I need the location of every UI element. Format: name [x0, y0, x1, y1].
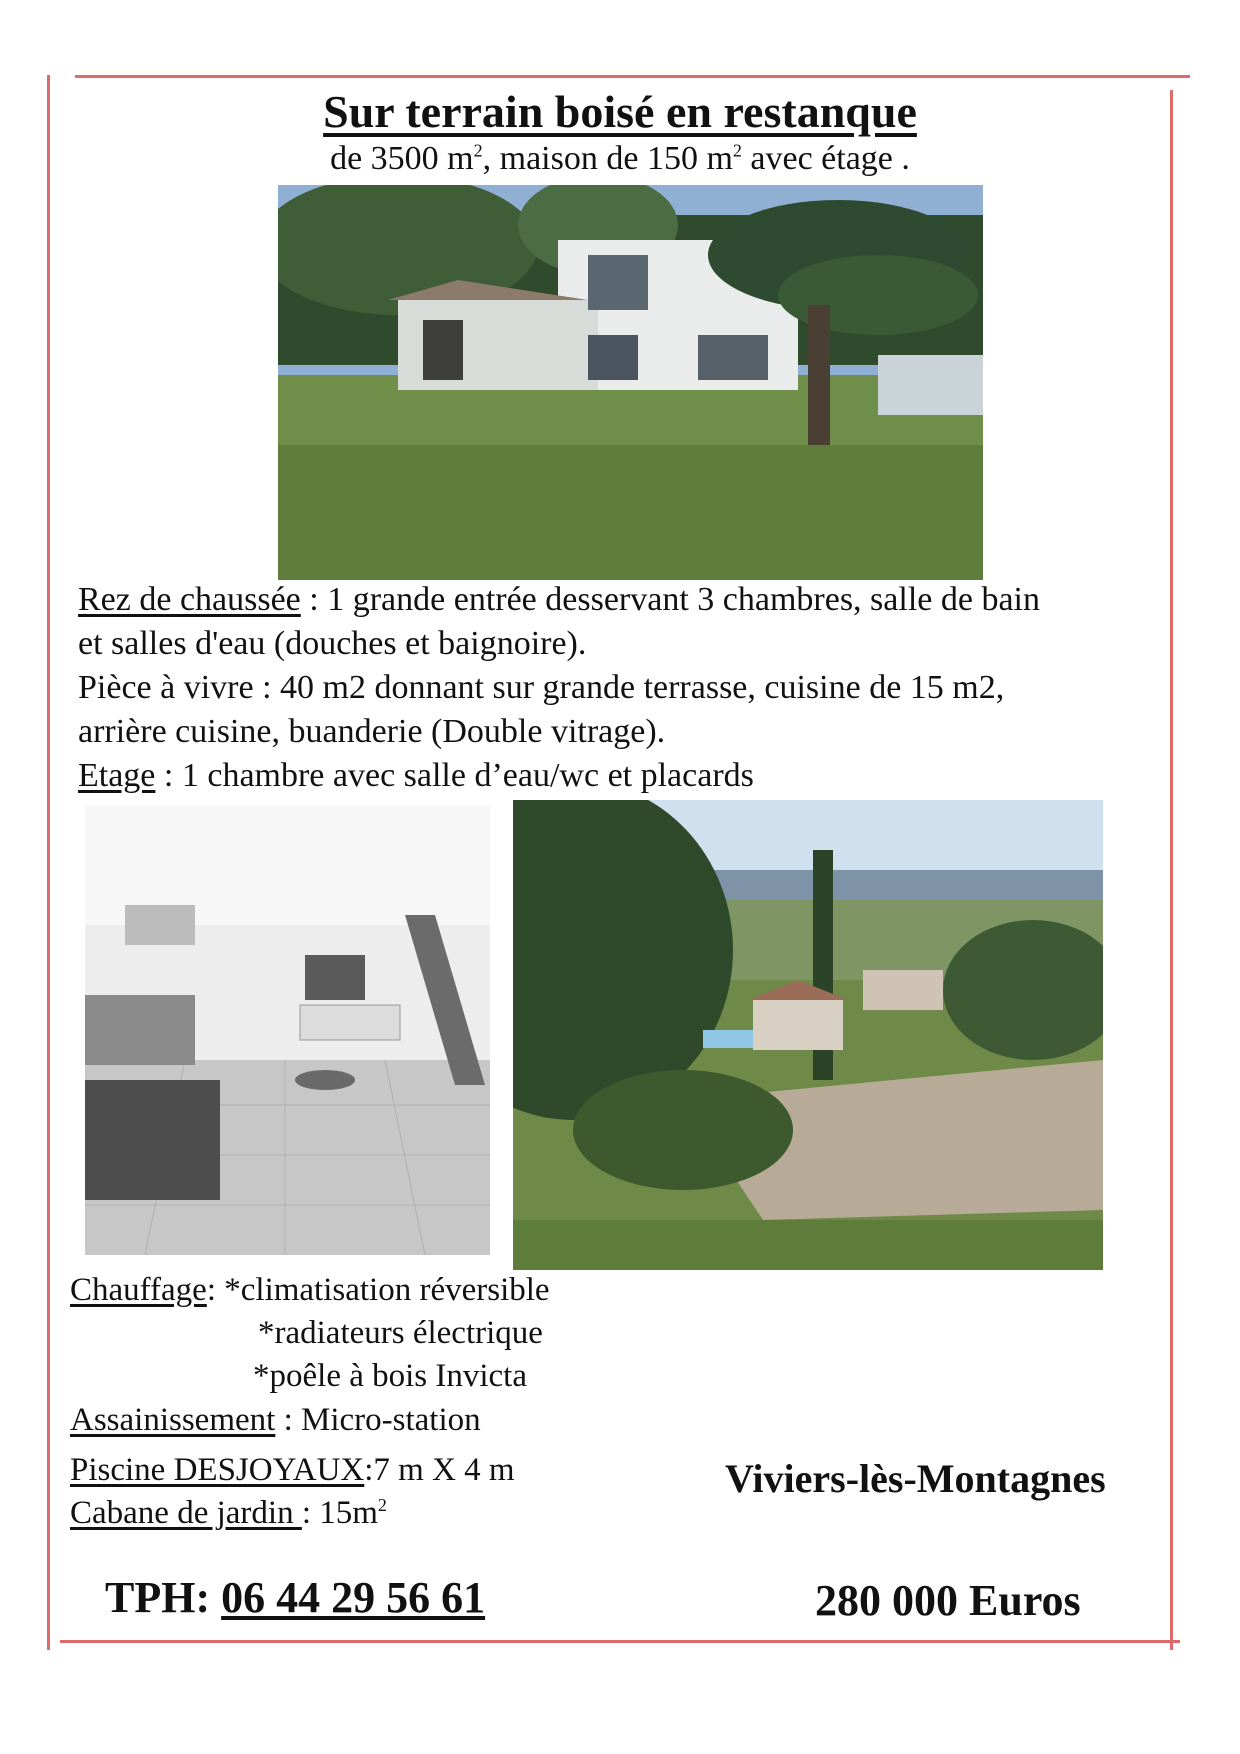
interior-photo	[85, 805, 490, 1255]
listing-title: Sur terrain boisé en restanque	[323, 86, 917, 137]
listing-subtitle: de 3500 $m^2$, maison de 150 $m^2$ avec étage .	[330, 140, 910, 177]
chauffage-poele: *poêle à bois Invicta	[253, 1358, 527, 1394]
page-border-top	[75, 75, 1190, 78]
contact-phone: TPH: 06 44 29 56 61	[105, 1573, 486, 1622]
piscine-line: Piscine DESJOYAUX:7 m X 4 m	[70, 1452, 515, 1488]
house-photo	[278, 185, 983, 580]
chauffage-line: Chauffage: *climatisation réversible	[70, 1272, 550, 1308]
chauffage-radiateurs: *radiateurs électrique	[258, 1315, 543, 1351]
page-border-bottom	[60, 1640, 1180, 1643]
living-description: Pièce à vivre : 40 m2 donnant sur grande terrasse, cuisine de 15 m2,	[78, 669, 1005, 706]
living-description-cont: arrière cuisine, buanderie (Double vitrage).	[78, 713, 666, 750]
landscape-photo	[513, 800, 1103, 1270]
page-border-left	[47, 75, 50, 1650]
rdc-description-cont: et salles d'eau (douches et baignoire).	[78, 625, 587, 662]
rdc-description: Rez de chaussée : 1 grande entrée desservant 3 chambres, salle de bain	[78, 581, 1040, 618]
price: 280 000 Euros	[815, 1576, 1081, 1625]
etage-description: Etage : 1 chambre avec salle d’eau/wc et placards	[78, 757, 754, 794]
assainissement-line: Assainissement : Micro-station	[70, 1402, 481, 1438]
location-city: Viviers-lès-Montagnes	[725, 1456, 1106, 1501]
cabane-line: Cabane de jardin : $15m^2$	[70, 1495, 387, 1531]
page-border-right	[1170, 90, 1173, 1650]
